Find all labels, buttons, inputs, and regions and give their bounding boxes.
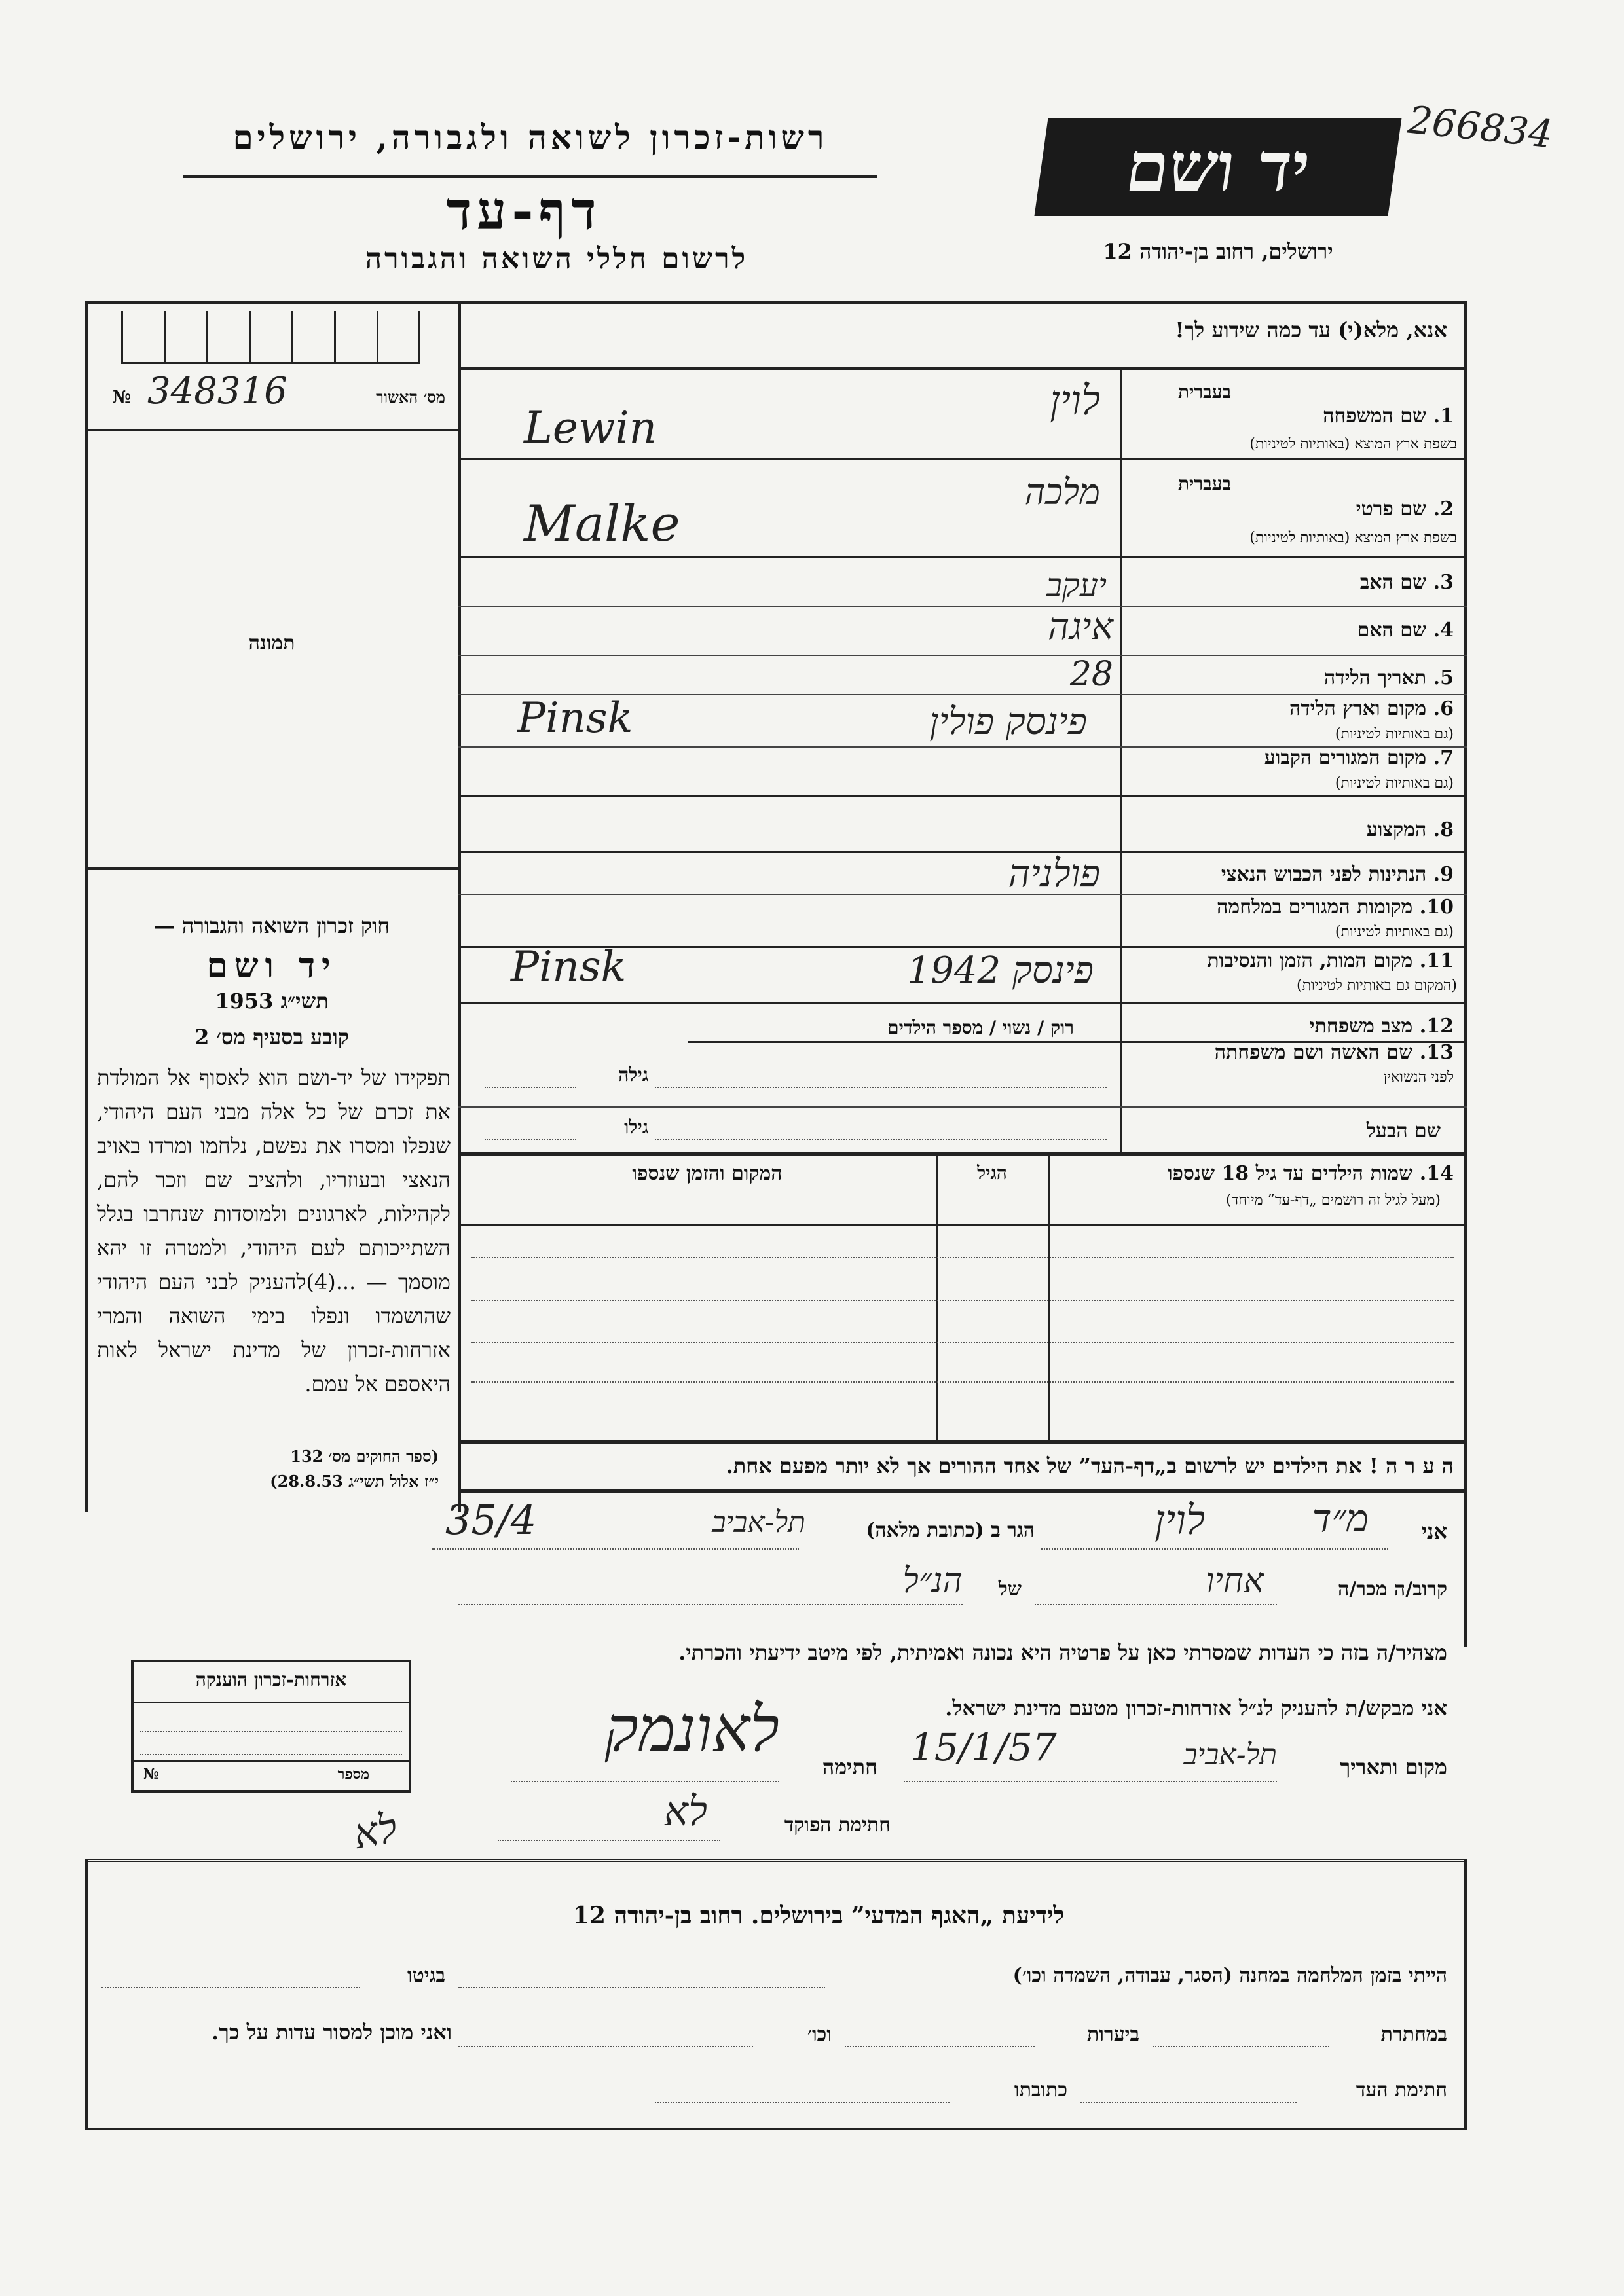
clerk-initial: לא — [350, 1803, 401, 1859]
approval-boxes — [121, 311, 422, 363]
child-row-2[interactable] — [471, 1300, 1454, 1301]
death-place-latin[interactable]: Pinsk — [511, 943, 627, 991]
field-10-label: 10. מקומות המגורים במלחמה — [1217, 896, 1454, 919]
citizenship-before[interactable]: פולניה — [1008, 851, 1100, 896]
footer-underground-field[interactable] — [1153, 2046, 1329, 2047]
footer-etc-field[interactable] — [458, 2046, 753, 2047]
instruction: אנא, מלא(י) עד כמה שידוע לך! — [1175, 318, 1447, 342]
field-8-label: 8. המקצוע — [1366, 818, 1454, 841]
child-row-4[interactable] — [471, 1381, 1454, 1383]
citizenship-box-number-prefix: № — [143, 1766, 159, 1783]
child-row-1[interactable] — [471, 1257, 1454, 1258]
children-age-header: הגיל — [977, 1162, 1007, 1184]
decl-relative-value[interactable]: אחיו — [1206, 1561, 1264, 1601]
first-name-latin[interactable]: Malke — [524, 494, 680, 553]
first-name-hebrew[interactable]: מלכה — [1024, 471, 1100, 513]
decl-relative-label: קרוב/ה מכר/ה — [1338, 1578, 1447, 1601]
field-10-note: (גם באותיות לטיניות) — [1335, 924, 1454, 940]
decl-clerk-label: חתימת הפוקד — [784, 1813, 891, 1836]
decl-surname-value[interactable]: לוין — [1154, 1496, 1205, 1544]
citizenship-granted-box — [131, 1660, 411, 1793]
husband-age-label: גילו — [624, 1116, 648, 1138]
law-clause: קובע בסעיף מס׳ 2 — [194, 1025, 349, 1049]
photo-label: תמונה — [248, 632, 295, 655]
field-14-label: 14. שמות הילדים עד גיל 18 שנספו — [1167, 1162, 1454, 1185]
surname-latin[interactable]: Lewin — [524, 403, 657, 453]
field-9-label: 9. הנתינות לפני הכבוש הנאצי — [1221, 863, 1454, 886]
footer-camp-line: הייתי בזמן המלחמה במחנה (הסגר, עבודה, השמדה וכו׳) — [1012, 1964, 1447, 1987]
decl-place-date-label: מקום ותאריך — [1340, 1755, 1447, 1779]
footer-address-field[interactable] — [655, 2102, 950, 2103]
birth-date[interactable]: 28 — [1069, 655, 1113, 694]
field-7-label: 7. מקום המגורים הקבוע — [1264, 746, 1454, 769]
decl-statement: מצהיר/ה בזה כי העדות שמסרתי כאן על פרטיה היא נכונה ואמיתית, לפי מיטב ידיעתי והכרתי. — [678, 1640, 1447, 1665]
wife-age-label: גילה — [618, 1064, 648, 1085]
children-note: ה ע ר ה ! את הילדים יש לרשום ב„דף-העד” של אחד ההורים אך לא יותר מפעם אחת. — [726, 1453, 1454, 1478]
decl-address-value[interactable]: תל-אביב — [712, 1506, 805, 1539]
decl-place-value[interactable]: תל-אביב — [1183, 1738, 1277, 1772]
law-reference-2: י״ז אלול תשי״ג 28.8.53) — [270, 1472, 439, 1491]
citizenship-box-number-label: מספר — [337, 1766, 369, 1783]
decl-i-value[interactable]: מ״ד — [1312, 1496, 1369, 1540]
decl-lives-label: הגר ב (כתובת מלאה) — [866, 1519, 1035, 1542]
yad-vashem-logo — [1034, 118, 1401, 216]
footer-camp-field[interactable] — [458, 1987, 825, 1988]
decl-date-value[interactable]: 15/1/57 — [910, 1725, 1057, 1770]
footer-forests-field[interactable] — [845, 2046, 1035, 2047]
children-place-header: המקום והזמן שנספו — [632, 1162, 783, 1185]
field-3-label: 3. שם האב — [1359, 571, 1454, 594]
footer-witness-signature-field[interactable] — [1080, 2102, 1297, 2103]
footer-etc: וכו׳ — [807, 2023, 832, 2046]
father-name[interactable]: יעקב — [1046, 566, 1107, 604]
approval-value: 348316 — [147, 370, 287, 412]
logo-text: יד ושם — [1121, 126, 1316, 207]
decl-of-value[interactable]: הנ״ל — [902, 1561, 963, 1601]
decl-signature-value[interactable]: לאונמק — [604, 1692, 779, 1766]
citizenship-box-title: אזרחות-זכרון הוענקה — [195, 1669, 347, 1690]
footer-forests: ביערות — [1086, 2023, 1139, 2046]
decl-signature-label: חתימה — [822, 1755, 877, 1779]
field-6-note: (גם באותיות לטיניות) — [1335, 726, 1454, 742]
footer-underground: במחתרת — [1380, 2023, 1447, 2046]
law-reference-1: (ספר החוקים מס׳ 132 — [290, 1447, 439, 1466]
footer-ghetto: בגיטו — [407, 1964, 445, 1987]
field-5-label: 5. תאריך הלידה — [1324, 666, 1454, 689]
address: ירושלים, רחוב בן-יהודה 12 — [1103, 239, 1333, 264]
archive-number: 266834 — [1406, 97, 1555, 157]
decl-request: אני מבקש/ת להעניק לנ״ל אזרחות-זכרון מטעם מדינת ישראל. — [945, 1696, 1447, 1721]
birth-place-latin[interactable]: Pinsk — [517, 694, 633, 742]
husband-label: שם הבעל — [1366, 1120, 1441, 1142]
field-11-note: (המקום גם באותיות לטיניות) — [1297, 977, 1457, 994]
field-7-note: (גם באותיות לטיניות) — [1335, 775, 1454, 792]
law-text: תפקידו של יד-ושם הוא לאסוף אל המולדת את זכרם של כל אלה מבני העם היהודי, שנפלו ומסרו את נפשם, נלחמו ומרדו באויב הנאצי ובעוזריו, ולהציב שם וזכר להם, לקהילות, לארגונים ולמוסדות שנחרבו בגלל השתייכותם לעם היהודי, ולמטרה זו יהא מוסמך — ...(4)להעניק לבני העם היהודי שהושמדו ונפלו בימי השואה והמרי אזרחות-זכרון של מדינת ישראל לאות היאספם אל עמם. — [97, 1065, 451, 1396]
field-13-sublabel: לפני הנשואין — [1383, 1069, 1454, 1085]
marital-options[interactable]: רוק / נשוי / מספר הילדים — [887, 1017, 1074, 1038]
field-11-label: 11. מקום המות, הזמן והנסיבות — [1207, 949, 1454, 972]
footer-ghetto-field[interactable] — [101, 1987, 360, 1988]
law-name: יד ושם — [206, 946, 337, 986]
law-title: חוק זכרון השואה והגבורה — — [153, 913, 390, 938]
law-year: תשי״ג 1953 — [215, 989, 329, 1013]
form-subtitle: לרשום חללי השואה והגבורה — [365, 242, 748, 276]
approval-prefix: № — [113, 388, 132, 407]
surname-hebrew[interactable]: לוין — [1050, 376, 1100, 424]
footer-willing: ואני מוכן למסור עדות על כך. — [211, 2020, 452, 2045]
death-place-hebrew[interactable]: פינסק 1942 — [907, 949, 1094, 992]
field-4-label: 4. שם האם — [1357, 619, 1454, 642]
decl-of-label: של — [998, 1578, 1022, 1601]
field-6-label: 6. מקום וארץ הלידה — [1289, 697, 1454, 720]
child-row-3[interactable] — [471, 1342, 1454, 1343]
footer-witness-signature: חתימת העד — [1356, 2079, 1447, 2102]
field-12-label: 12. מצב משפחתי — [1309, 1015, 1454, 1038]
field-2-origin-note: בשפת ארץ המוצא (באותיות לטיניות) — [1249, 530, 1457, 546]
approval-label: מס׳ האשור — [376, 388, 445, 407]
mother-name[interactable]: איגה — [1048, 606, 1113, 648]
field-2-label: 2. שם פרטי — [1356, 498, 1454, 520]
decl-clerk-value[interactable]: לא — [663, 1787, 707, 1835]
in-hebrew-label-1: בעברית — [1177, 381, 1231, 403]
decl-i-label: אני — [1421, 1519, 1447, 1544]
footer-address: כתובתו — [1014, 2079, 1067, 2102]
footer-title: לידיעת „האגף המדעי” בירושלים. רחוב בן-יהודה 12 — [572, 1902, 1065, 1929]
form-title: דף-עד — [446, 180, 602, 242]
decl-address-number[interactable]: 35/4 — [445, 1496, 537, 1544]
field-1-label: 1. שם המשפחה — [1323, 405, 1454, 428]
field-14-sublabel: (מעל לגיל זה רושמים „דף-עד” מיוחד) — [1226, 1192, 1441, 1209]
authority-name: רשות-זכרון לשואה ולגבורה, ירושלים — [232, 118, 828, 156]
field-13-label: 13. שם האשה ושם משפחתה — [1214, 1041, 1454, 1064]
in-hebrew-label-2: בעברית — [1177, 473, 1231, 494]
birth-place-hebrew[interactable]: פינסק פולין — [929, 701, 1087, 743]
field-1-origin-note: בשפת ארץ המוצא (באותיות לטיניות) — [1249, 436, 1457, 452]
